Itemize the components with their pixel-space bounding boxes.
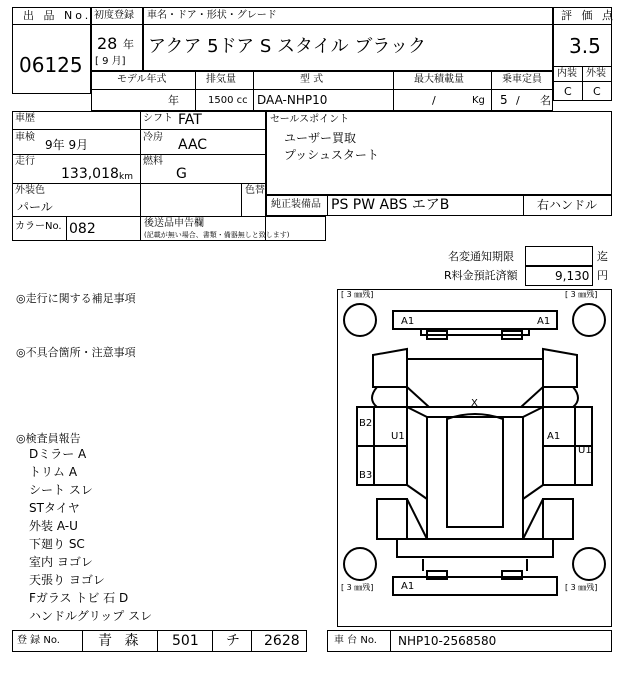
model-year-unit: 年 [168,94,179,107]
exterior-grade: C [593,85,601,98]
inspection-label: 車検 [15,132,35,143]
fuel-label: 燃料 [143,156,163,167]
score-label: 評 価 点 [561,9,616,22]
name-change-label: 名変通知期限 [448,250,514,263]
exterior-label: 外装 [586,68,606,79]
steering-value: 右ハンドル [537,198,598,212]
color-label: 外装色 [15,185,45,196]
driving-notes-label: ◎走行に関する補足事項 [16,292,136,305]
interior-label: 内装 [557,68,577,79]
capacity-label: 乗車定員 [502,74,542,85]
first-reg-year: 28 [97,34,118,53]
inspector-item: 室内 ヨゴレ [29,555,93,569]
inspector-item: Fガラス トビ 石 D [29,591,129,605]
mark-left-front-door: U1 [391,431,405,442]
reg-class: 501 [172,633,199,649]
sales-point-1: ユーザー買取 [284,131,357,145]
recycle-fee-value: 9,130 [555,269,590,283]
mark-left-pillar-top: B2 [359,418,373,429]
tire-tread-tr: [ 3 ㎜残] [565,290,598,299]
shift-value: FAT [178,112,202,128]
inspector-item: 下廻り SC [29,537,85,551]
docs-label: 後送品申告欄 [144,218,204,229]
inspector-item: トリム A [29,465,78,479]
tire-front-left [344,304,376,336]
color-value: パール [17,200,53,214]
sales-points-label: セールスポイント [270,114,350,125]
first-reg-year-unit: 年 [123,38,134,51]
tire-tread-br: [ 3 ㎜残] [565,583,598,592]
docs-note: (記載が無い場合、書類・備器無しと致します) [144,231,290,239]
lot-no-label: 出 品 No. [23,9,92,22]
tire-rear-right [573,548,605,580]
reg-area: 青 森 [98,633,143,649]
fuel-value: G [176,166,187,182]
inspector-item: STタイヤ [29,501,80,515]
car-name-label: 車名・ドア・形状・グレード [147,10,277,21]
name-change-unit: 迄 [597,250,608,263]
inspector-item: Dミラー A [29,447,87,461]
shift-label: シフト [143,113,173,124]
inspector-label: ◎検査員報告 [16,432,81,445]
tire-rear-left [344,548,376,580]
ac-label: 冷房 [143,132,163,143]
mark-front-bumper-left: A1 [401,316,415,327]
mileage-unit: km [119,172,133,182]
reg-number: 2628 [264,633,300,649]
score-value: 3.5 [569,34,601,58]
mark-hood: X [471,398,478,409]
tire-tread-tl: [ 3 ㎜残] [341,290,374,299]
max-load-slash: / [432,94,436,107]
max-load-label: 最大積載量 [414,74,464,85]
color-no-label: カラーNo. [15,221,62,232]
inspection-value: 9年 9月 [45,138,89,152]
chassis-no-label: 車 台 No. [334,635,377,646]
capacity-unit: 名 [540,94,551,107]
tire-tread-bl: [ 3 ㎜残] [341,583,374,592]
equipment-label: 純正装備品 [271,199,321,210]
first-reg-label: 初度登録 [94,10,134,21]
mark-rear-bumper: A1 [401,581,415,592]
car-name: アクア 5ドア S スタイル ブラック [148,36,426,57]
defects-label: ◎不具合箇所・注意事項 [16,346,136,359]
first-reg-month: [ 9 月] [95,56,126,67]
inspector-item: 外装 A-U [29,519,78,533]
front-bumper [393,311,557,329]
name-change-field [525,246,593,266]
reg-no-label: 登 録 No. [17,635,60,646]
inspector-item: ハンドルグリップ スレ [29,609,153,623]
recycle-unit: 円 [597,269,608,282]
rear-bumper [393,577,557,595]
mark-right-fender: U1 [578,445,592,456]
displacement-value: 1500 cc [208,95,248,106]
chassis-no-value: NHP10-2568580 [398,634,497,648]
model-year-label: モデル年式 [117,74,167,85]
recycle-label: R料金預託済額 [444,269,518,282]
mark-left-pillar-bottom: B3 [359,470,373,481]
history-label: 車歴 [15,113,35,124]
mileage-label: 走行 [15,156,35,167]
interior-grade: C [564,85,572,98]
color-no-value: 082 [69,221,96,237]
recolor-label: 色替 [245,185,265,196]
roof [427,417,523,539]
car-diagram-svg [337,289,612,627]
ac-value: AAC [178,137,208,153]
inspector-item: 天張り ヨゴレ [29,573,105,587]
equipment-value: PS PW ABS エアB [331,197,450,213]
inspector-item: シート スレ [29,483,93,497]
mark-right-front-door: A1 [547,431,561,442]
reg-kana: チ [226,633,240,649]
model-code: DAA-NHP10 [257,93,328,107]
lot-no-value: 06125 [19,53,83,77]
mark-front-bumper-right: A1 [537,316,551,327]
sales-point-2: プッシュスタート [284,148,379,162]
capacity-slash: / [516,94,520,107]
tire-front-right [573,304,605,336]
displacement-label: 排気量 [206,74,236,85]
capacity-value: 5 [500,93,508,107]
type-label: 型 式 [300,74,324,85]
max-load-unit: Kg [472,95,485,106]
mileage-value: 133,018 [61,166,119,182]
